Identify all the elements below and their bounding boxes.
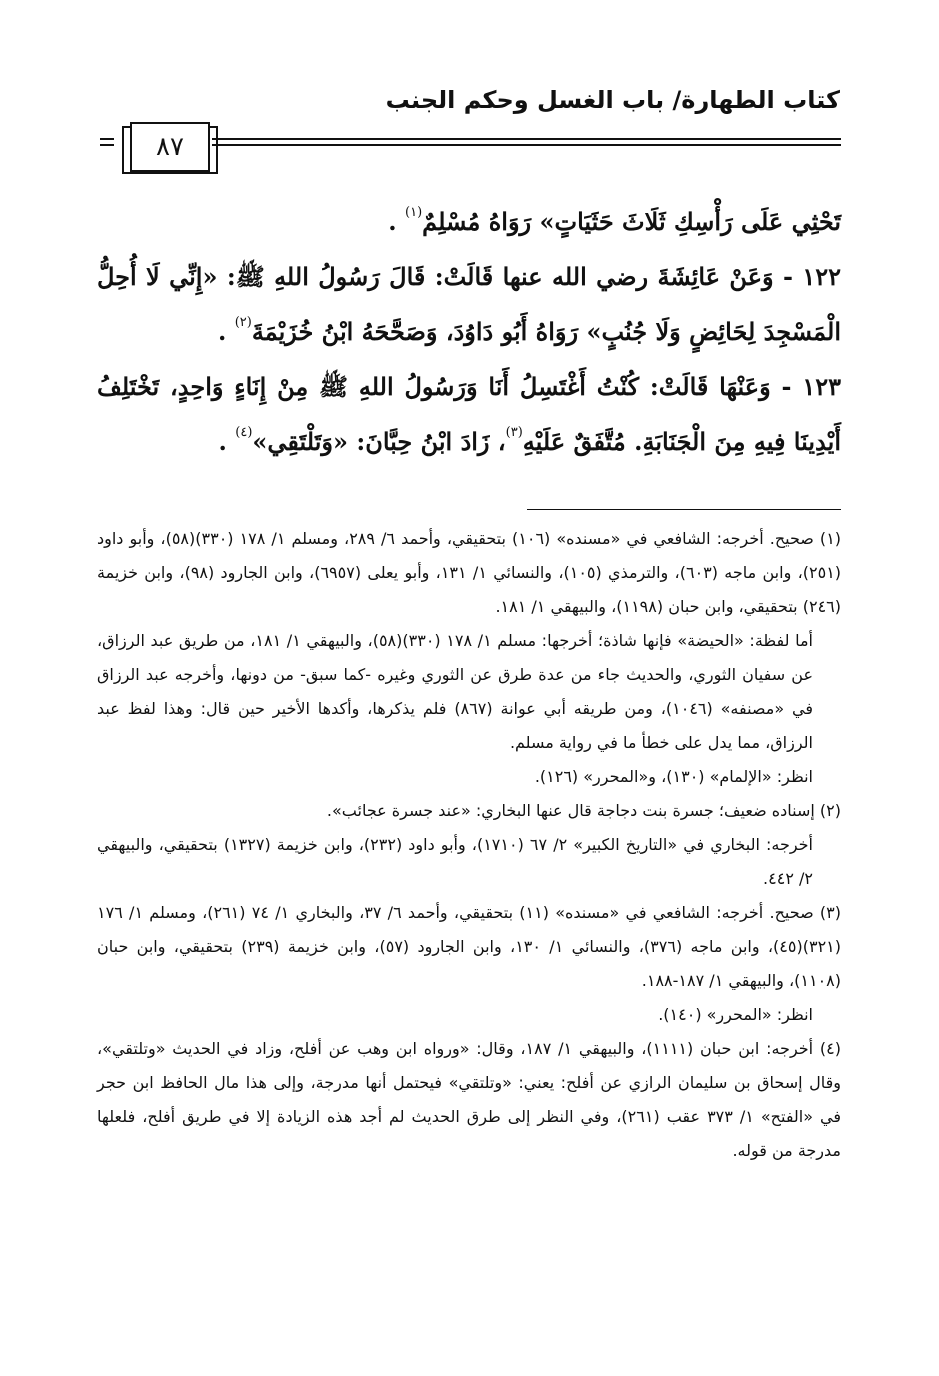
footnote-1-continuation: أما لفظة: «الحيضة» فإنها شاذة؛ أخرجها: مسلم ١/ ١٧٨ (٣٣٠)(٥٨)، والبيهقي ١/ ١٨١، من طريق عبد الرزاق، عن سفيان الثوري، والحديث جاء من عدة طرق عن الثوري وغيره -كما سبق- من دونها، وأخرجه عبد الرزاق في «مصنفه» (١٠٤٦)، ومن طريقه أبي عوانة (٨٦٧) فلم يذكرها، وأكدها الأخير حين قال: وهذا لفظ عبد الرزاق، مما يدل على خطأ ما في رواية مسلم.: [97, 631, 814, 752]
footnote-4: (٤) أخرجه: ابن حبان (١١١١)، والبيهقي ١/ ١٨٧، وقال: «ورواه ابن وهب عن أفلح، وزاد في الحديث «وتلتقي»، وقال إسحاق بن سليمان الرازي عن أفلح: يعني: «وتلتقي» فيحتمل أنها مدرجة، وإلى هذا مال الحافظ ابن حجر في «الفتح» ١/ ٣٧٣ عقب (٢٦١)، وفي النظر إلى طرق الحديث لم أجد هذه الزيادة إلا في طريق أفلح، فلعلها مدرجة من قوله.: [97, 1039, 842, 1160]
p2-text: ١٢٢ - وَعَنْ عَائِشَةَ رضي الله عنها قَالَتْ: قَالَ رَسُولُ اللهِ ﷺ: «إِنِّي لَا أُحِلُّ الْمَسْجِدَ لِحَائِضٍ وَلَا جُنُبٍ» رَوَاهُ أَبُو دَاوُدَ، وَصَحَّحَهُ ابْنُ خُزَيْمَةَ: [97, 262, 841, 346]
hadith-122: [97, 249, 841, 359]
p1-text: تَحْثِي عَلَى رَأْسِكِ ثَلَاثَ حَثَيَاتٍ» رَوَاهُ مُسْلِمٌ: [422, 207, 841, 236]
rule-line-bottom: [212, 144, 841, 146]
footnote-ref-1: (١): [405, 205, 423, 220]
footnote-divider: [527, 509, 841, 510]
footnote-3: (٣) صحيح. أخرجه: الشافعي في «مسنده» (١١) بتحقيقي، وأحمد ٦/ ٣٧، والبخاري ١/ ٧٤ (٢٦١)، ومسلم ١/ ١٧٦ (٣٢١)(٤٥)، وابن ماجه (٣٧٦)، والنسائي ١/ ١٣٠، وابن الجارود (٥٧)، وابن خزيمة (٢٣٩) بتحقيقي، وابن حبان (١١٠٨)، والبيهقي ١/ ١٨٧-١٨٨.: [97, 903, 841, 990]
p3-end: .: [218, 427, 236, 456]
footnote-ref-3: (٣): [505, 425, 523, 440]
header-rule: [100, 124, 841, 174]
rule-line-top: [212, 138, 841, 140]
footnote-2: (٢) إسناده ضعيف؛ جسرة بنت دجاجة قال عنها البخاري: «عند جسرة عجائب».: [326, 801, 841, 820]
page-number: ٨٧: [130, 122, 210, 172]
p2-end: .: [217, 317, 235, 346]
footnote-2-continuation: أخرجه: البخاري في «التاريخ الكبير» ٢/ ٦٧ (١٧١٠)، وأبو داود (٢٣٢)، وابن خزيمة (١٣٢٧) بتحقيقي، والبيهقي ٢/ ٤٤٢.: [97, 835, 814, 888]
p3-addition: ، زَادَ ابْنُ حِبَّانَ: «وَتَلْتَقِي»: [252, 427, 506, 456]
footnote-1: (١) صحيح. أخرجه: الشافعي في «مسنده» (١٠٦) بتحقيقي، وأحمد ٦/ ٢٨٩، ومسلم ١/ ١٧٨ (٣٣٠)(٥٨)، وأبو داود (٢٥١)، وابن ماجه (٦٠٣)، والترمذي (١٠٥)، والنسائي ١/ ١٣١، وأبو يعلى (٦٩٥٧)، وابن الجارود (٩٨)، وابن خزيمة (٢٤٦) بتحقيقي، وابن حبان (١١٩٨)، والبيهقي ١/ ١٨١.: [97, 529, 842, 616]
footnote-3-see-also: انظر: «المحرر» (١٤٠).: [658, 1005, 813, 1024]
p3-text: ١٢٣ - وَعَنْهَا قَالَتْ: كُنْتُ أَغْتَسِلُ أَنَا وَرَسُولُ اللهِ ﷺ مِنْ إِنَاءٍ وَاحِدٍ، تَخْتَلِفُ أَيْدِينَا فِيهِ مِنَ الْجَنَابَةِ. مُتَّفَقٌ عَلَيْهِ: [97, 372, 841, 456]
p1-end: .: [388, 207, 406, 236]
main-text: [97, 194, 841, 469]
footnote-ref-2: (٢): [234, 315, 252, 330]
footnote-ref-4: (٤): [235, 425, 253, 440]
paragraph-1: [97, 194, 841, 249]
rule-ticks: [100, 138, 114, 150]
hadith-123: [97, 359, 841, 469]
footnote-1-see-also: انظر: «الإلمام» (١٣٠)، و«المحرر» (١٢٦).: [534, 767, 813, 786]
running-header-title: كتاب الطهارة/ باب الغسل وحكم الجنب: [385, 86, 840, 114]
footnotes: [97, 522, 841, 1168]
